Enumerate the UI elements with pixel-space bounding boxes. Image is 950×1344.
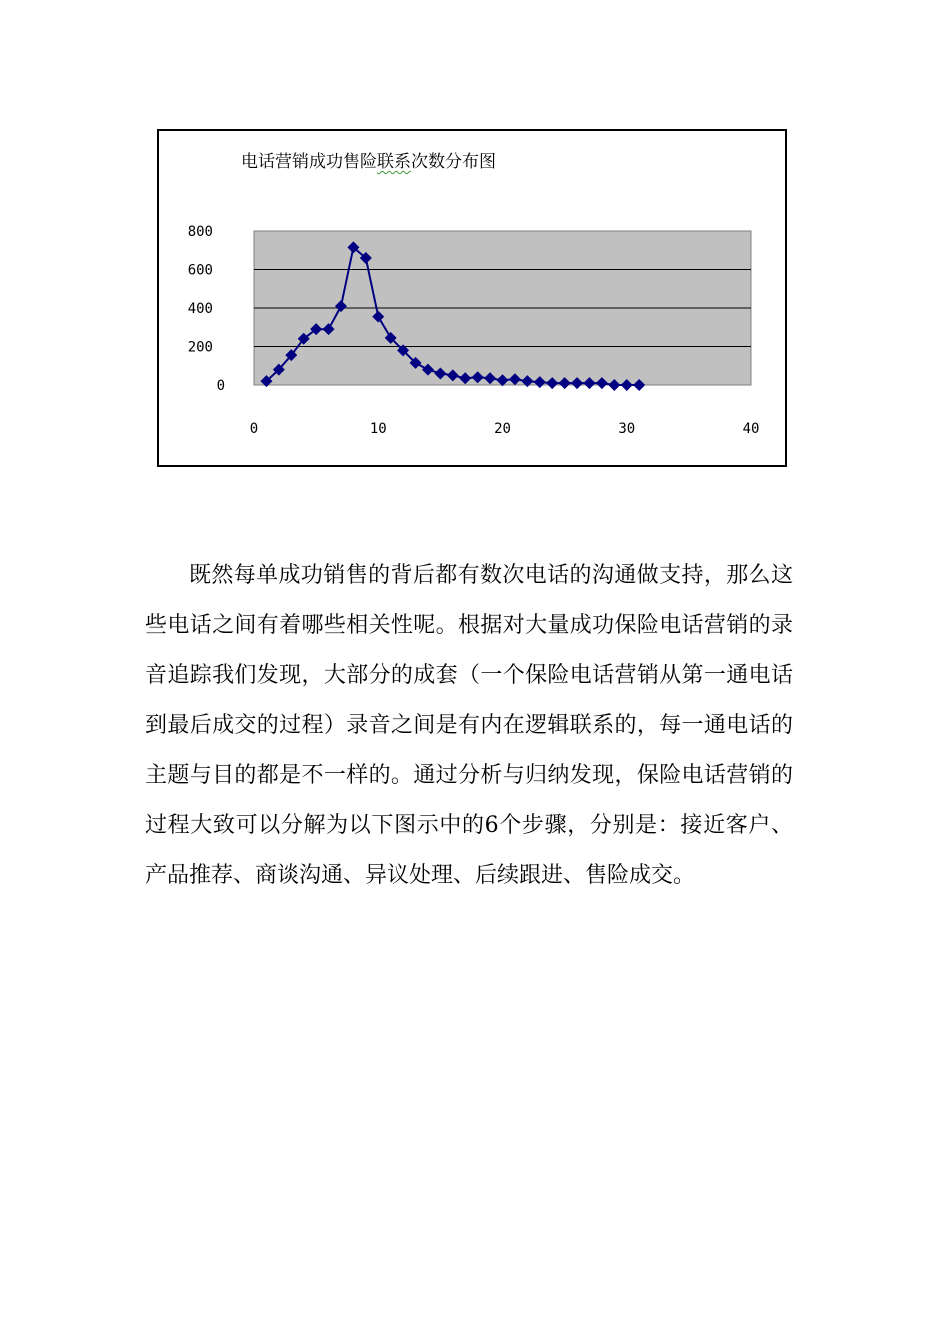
x-tick-label: 10 (369, 421, 387, 437)
y-tick-label: 600 (187, 262, 213, 279)
chart-frame (157, 129, 787, 467)
chart-title-part-1: 电话营销成功售险 (241, 152, 377, 172)
contact-count-chart (159, 131, 785, 465)
body-paragraph: 既然每单成功销售的背后都有数次电话的沟通做支持，那么这些电话之间有着哪些相关性呢。根据对大量成功保险电话营销的录音追踪我们发现，大部分的成套（一个保险电话营销从第一通电话到最后成交的过程）录音之间是有内在逻辑联系的，每一通电话的主题与目的都是不一样的。通过分析与归纳发现，保险电话营销的过程大致可以分解为以下图示中的6个步骤，分别是：接近客户、产品推荐、商谈沟通、异议处理、后续跟进、售险成交。 (145, 563, 793, 888)
x-tick-label: 20 (494, 421, 511, 437)
x-tick-label: 0 (249, 421, 259, 437)
x-tick-label: 40 (742, 421, 760, 437)
y-axis-ticks (188, 224, 225, 394)
y-tick-label: 0 (216, 378, 225, 394)
x-tick-label: 30 (618, 421, 636, 437)
x-axis-ticks (250, 421, 760, 437)
y-tick-label: 200 (187, 339, 213, 356)
chart-title-part-3: 次数分布图 (411, 152, 496, 172)
y-tick-label: 400 (187, 301, 213, 317)
chart-title-part-2: 联系 (377, 152, 411, 172)
y-tick-label: 800 (187, 224, 213, 240)
